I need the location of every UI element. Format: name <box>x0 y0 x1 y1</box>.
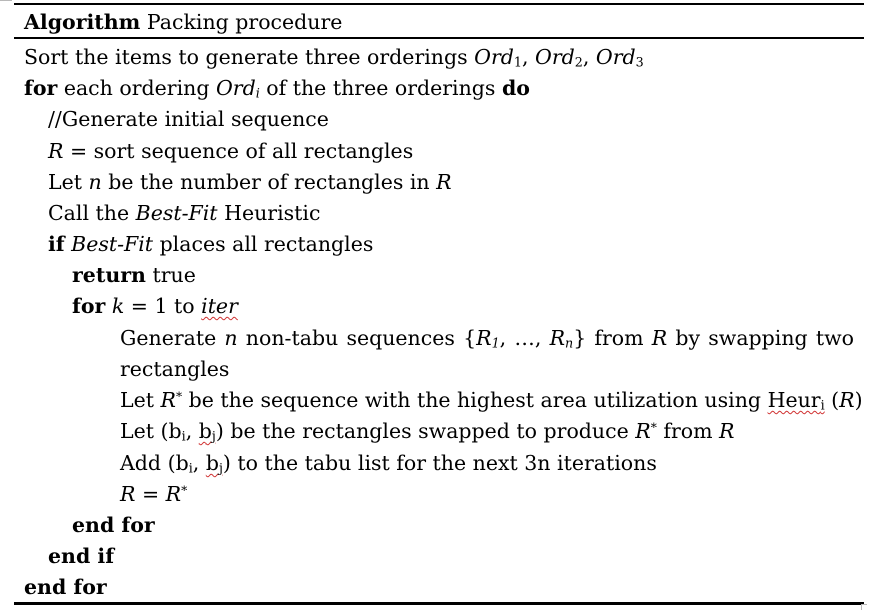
heuristic-ref <box>768 388 825 412</box>
variable-r: R <box>549 326 565 350</box>
subscript: 1 <box>513 54 522 70</box>
subscript: j <box>218 460 223 476</box>
edge-mark <box>0 0 12 1</box>
line-text: each ordering <box>57 76 216 100</box>
algo-line-1 <box>24 42 644 73</box>
variable-r: R <box>839 388 855 412</box>
variable-n: n <box>224 326 238 350</box>
algo-line-13 <box>120 416 734 447</box>
algorithm-title: Packing procedure <box>146 10 343 34</box>
line-text: by swapping two <box>667 326 854 350</box>
variable-r: R <box>436 170 452 194</box>
line-text: be the number of rectangles in <box>101 170 437 194</box>
line-text: , <box>192 451 206 475</box>
rect-bj <box>206 451 223 475</box>
corner-mark <box>861 604 867 610</box>
ordering-symbol: Ord <box>595 45 636 69</box>
variable-k: k <box>111 294 125 318</box>
top-rule <box>14 3 864 5</box>
algo-line-11 <box>120 354 229 385</box>
line-text: Call the <box>48 201 136 225</box>
line-text: = sort sequence of all rectangles <box>63 139 414 163</box>
heuristic-label: Heur <box>767 388 821 412</box>
variable-r: R <box>635 419 651 443</box>
variable-r: R <box>476 326 492 350</box>
subscript: 1 <box>491 335 500 351</box>
algo-line-15 <box>120 479 187 510</box>
superscript-star: * <box>175 389 183 404</box>
line-text: places all rectangles <box>153 232 374 256</box>
line-text: Generate <box>120 326 225 350</box>
separator: , <box>582 45 596 69</box>
keyword-end-for: end for <box>72 513 155 537</box>
subscript: 3 <box>635 54 644 70</box>
algo-line-18 <box>24 572 107 603</box>
algo-line-10 <box>120 323 854 354</box>
keyword-return: return <box>72 263 146 287</box>
subscript: j <box>211 428 216 444</box>
superscript-star: * <box>181 483 188 498</box>
line-text: Let <box>120 388 161 412</box>
algo-line-2 <box>24 73 530 104</box>
line-text: Heuristic <box>217 201 321 225</box>
heuristic-name: Best-Fit <box>71 232 154 256</box>
variable-r: R <box>120 482 136 506</box>
algo-line-16 <box>72 510 155 541</box>
superscript-star: * <box>650 420 657 435</box>
variable-r: R <box>165 482 182 506</box>
line-text: = 1 to <box>124 294 202 318</box>
line-text: Add (b <box>120 451 189 475</box>
variable-iter: iter <box>201 294 238 318</box>
bottom-rule <box>14 602 864 605</box>
algorithm-keyword: Algorithm <box>24 10 141 34</box>
algo-line-7 <box>48 229 373 260</box>
line-text: , <box>185 419 199 443</box>
algo-line-6 <box>48 198 320 229</box>
line-text: from <box>656 419 720 443</box>
algo-line-14 <box>120 448 657 479</box>
ordering-symbol: Ord <box>474 45 514 69</box>
line-text: } from <box>573 326 652 350</box>
algo-line-8 <box>72 260 196 291</box>
ordering-symbol: Ord <box>215 76 256 100</box>
line-text: ) <box>854 388 863 412</box>
rect-label: b <box>198 419 212 443</box>
keyword-for: for <box>24 76 58 100</box>
subscript: i <box>181 428 186 444</box>
subscript: i <box>820 397 825 413</box>
variable-r: R <box>719 419 735 443</box>
subscript: n <box>565 335 574 351</box>
subscript: 2 <box>574 54 583 70</box>
subscript: i <box>188 460 193 476</box>
line-text: , …, <box>499 326 550 350</box>
rect-label: b <box>205 451 219 475</box>
ordering-symbol: Ord <box>535 45 575 69</box>
subscript: i <box>255 85 260 101</box>
line-text: be the sequence with the highest area utilization using <box>182 388 768 412</box>
line-text: = <box>135 482 166 506</box>
line-text: of the three orderings <box>259 76 502 100</box>
keyword-end-for: end for <box>24 575 107 599</box>
algo-line-4 <box>48 136 413 167</box>
variable-r: R <box>160 388 176 412</box>
separator: , <box>522 45 536 69</box>
keyword-do: do <box>501 76 530 100</box>
line-text: ) be the rectangles swapped to produce <box>215 419 636 443</box>
line-text: ) to the tabu list for the next 3n iterations <box>222 451 657 475</box>
line-text: Let <box>48 170 89 194</box>
variable-r: R <box>48 139 64 163</box>
keyword-end-if: end if <box>48 544 115 568</box>
algo-line-3 <box>48 104 329 135</box>
comment-text: //Generate initial sequence <box>48 107 329 131</box>
line-text: non-tabu sequences { <box>237 326 477 350</box>
keyword-if: if <box>48 232 65 256</box>
line-text: rectangles <box>120 357 230 381</box>
keyword-for: for <box>72 294 106 318</box>
rect-bj <box>199 419 216 443</box>
line-text: ( <box>824 388 840 412</box>
line-text: Sort the items to generate three orderings <box>24 45 475 69</box>
algo-line-17 <box>48 541 114 572</box>
algo-line-9 <box>72 291 238 322</box>
algorithm-caption <box>24 7 342 38</box>
algo-line-12 <box>120 385 863 416</box>
line-text: Let (b <box>120 419 182 443</box>
algo-line-5 <box>48 167 452 198</box>
caption-rule <box>14 37 864 39</box>
line-text: true <box>145 263 196 287</box>
variable-r: R <box>651 326 668 350</box>
heuristic-name: Best-Fit <box>135 201 218 225</box>
variable-n: n <box>88 170 102 194</box>
